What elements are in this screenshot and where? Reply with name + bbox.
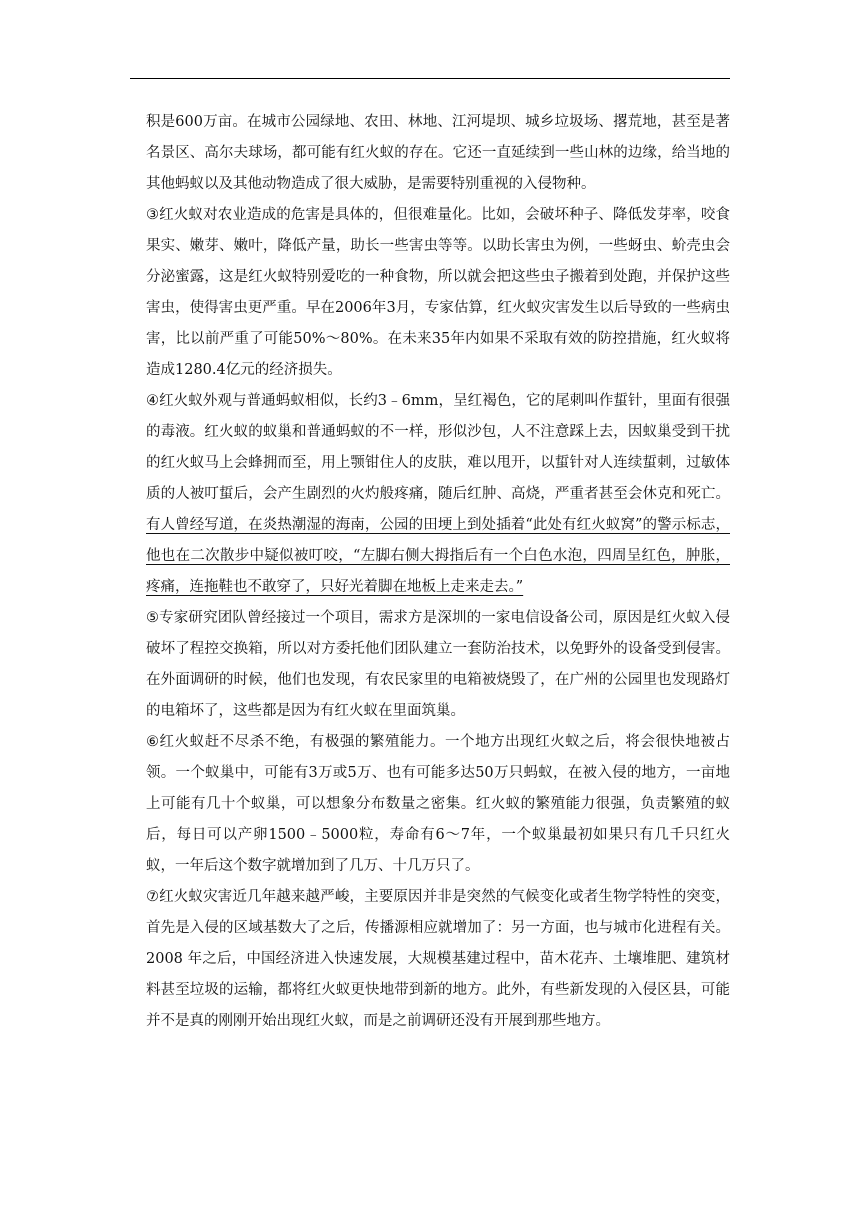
paragraph-text: 专家研究团队曾经接过一个项目，需求方是深圳的一家电信设备公司，原因是红火蚁入侵破坏了程控交换箱，所以对方委托他们团队建立一套防治技术，以免野外的设备受到侵害。在外面调研的时候，他们也发现，有农民家里的电箱被烧毁了，在广州的公园里也发现路灯的电箱坏了，这些都是因为有红火蚁在里面筑巢。	[146, 610, 730, 719]
underlined-quote: 有人曾经写道，在炎热潮湿的海南，公园的田埂上到处插着“此处有红火蚁窝”的警示标志，他也在二次散步中疑似被叮咬，“左脚右侧大拇指后有一个白色水泡，四周呈红色，肿胀，疼痛，连拖鞋也不敢穿了，只好光着脚在地板上走来走去。”	[146, 517, 730, 595]
paragraph-5	[146, 603, 730, 727]
paragraph-3	[146, 200, 730, 386]
paragraph-continuation	[146, 107, 730, 200]
paragraph-marker: ⑥	[146, 734, 160, 750]
paragraph-text: 积是600万亩。在城市公园绿地、农田、林地、江河堤坝、城乡垃圾场、撂荒地，甚至是著名景区、高尔夫球场，都可能有红火蚁的存在。它还一直延续到一些山林的边缘，给当地的其他蚂蚁以及其他动物造成了很大威胁，是需要特别重视的入侵物种。	[146, 114, 730, 192]
paragraph-text: 红火蚁对农业造成的危害是具体的，但很难量化。比如，会破坏种子、降低发芽率，咬食果实、嫩芽、嫩叶，降低产量，助长一些害虫等等。以助长害虫为例，一些蚜虫、蚧壳虫会分泌蜜露，这是红火蚁特别爱吃的一种食物，所以就会把这些虫子搬着到处跑，并保护这些害虫，使得害虫更严重。早在2006年3月，专家估算，红火蚁灾害发生以后导致的一些病虫害，比以前严重了可能50%～80%。在未来35年内如果不采取有效的防控措施，红火蚁将造成1280.4亿元的经济损失。	[146, 207, 730, 378]
article-body	[146, 107, 730, 1037]
paragraph-4	[146, 386, 730, 603]
paragraph-marker: ⑦	[146, 889, 160, 905]
paragraph-6	[146, 727, 730, 882]
paragraph-7	[146, 882, 730, 1037]
paragraph-marker: ⑤	[146, 610, 160, 626]
paragraph-text: 红火蚁外观与普通蚂蚁相似，长约3﹣6mm，呈红褐色，它的尾刺叫作蜇针，里面有很强的毒液。红火蚁的蚁巢和普通蚂蚁的不一样，形似沙包，人不注意踩上去，因蚁巢受到干扰的红火蚁马上会蜂拥而至，用上颚钳住人的皮肤，难以甩开，以蜇针对人连续蜇刺，过敏体质的人被叮蜇后，会产生剧烈的火灼般疼痛，随后红肿、高烧，严重者甚至会休克和死亡。	[146, 393, 731, 502]
paragraph-text: 红火蚁灾害近几年越来越严峻，主要原因并非是突然的气候变化或者生物学特性的突变，首先是入侵的区域基数大了之后，传播源相应就增加了：另一方面，也与城市化进程有关。2008 年之后，中国经济进入快速发展，大规模基建过程中，苗木花卉、土壤堆肥、建筑材料甚至垃圾的运输，都将红火蚁更快地带到新的地方。此外，有些新发现的入侵区县，可能并不是真的刚刚开始出现红火蚁，而是之前调研还没有开展到那些地方。	[146, 889, 730, 1029]
paragraph-text: 红火蚁赶不尽杀不绝，有极强的繁殖能力。一个地方出现红火蚁之后，将会很快地被占领。一个蚁巢中，可能有3万或5万、也有可能多达50万只蚂蚁，在被入侵的地方，一亩地上可能有几十个蚁巢，可以想象分布数量之密集。红火蚁的繁殖能力很强，负责繁殖的蚁后，每日可以产卵1500﹣5000粒，寿命有6～7年，一个蚁巢最初如果只有几千只红火蚁，一年后这个数字就增加到了几万、十几万只了。	[146, 734, 731, 874]
header-rule	[130, 78, 730, 79]
paragraph-marker: ④	[146, 393, 160, 409]
paragraph-marker: ③	[146, 207, 160, 223]
